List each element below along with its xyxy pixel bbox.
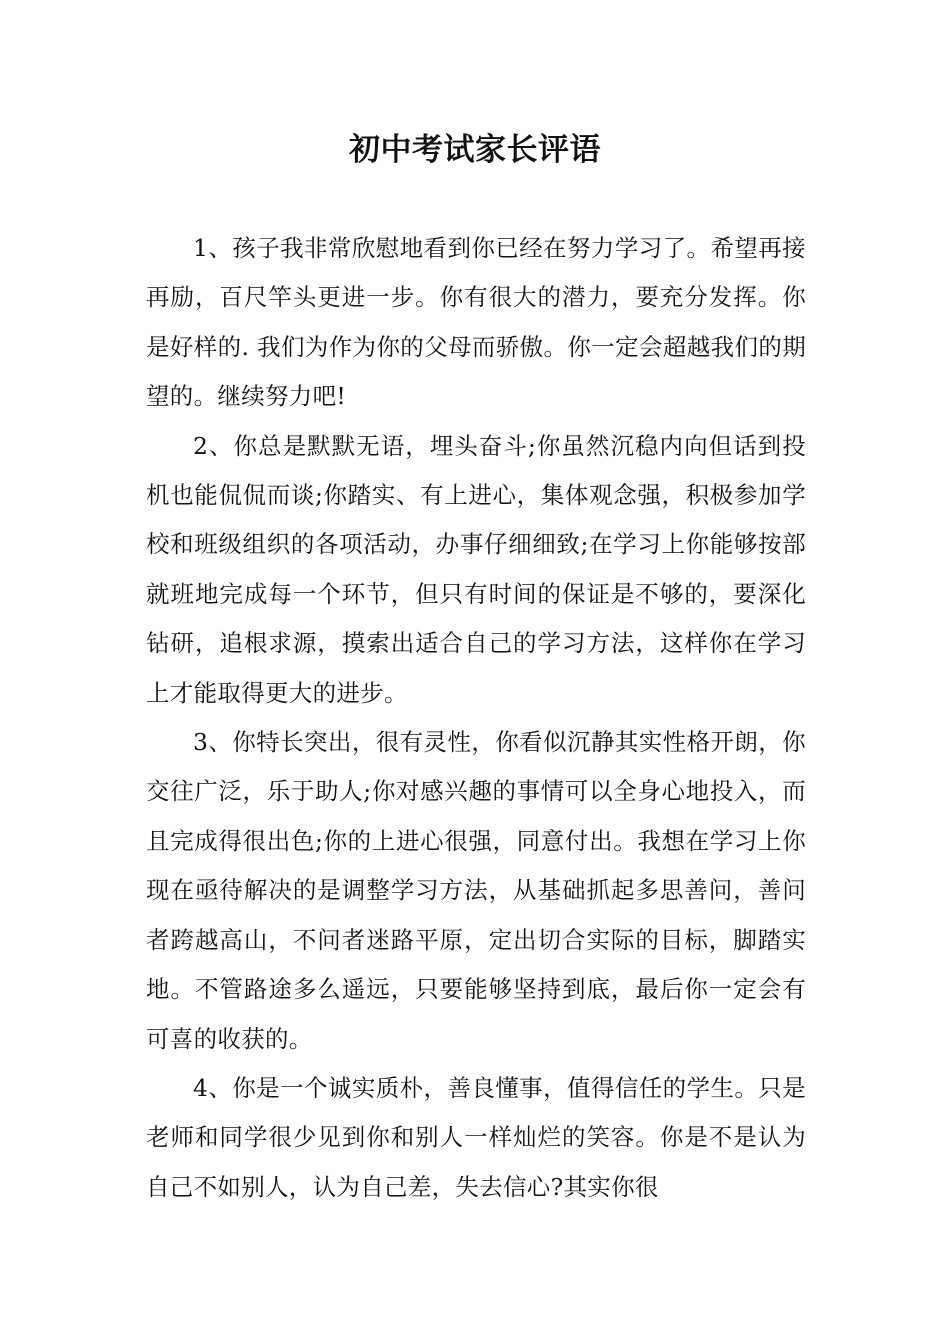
- paragraph-4: 4、你是一个诚实质朴，善良懂事，值得信任的学生。只是老师和同学很少见到你和别人一样灿烂的笑容。你是不是认为自己不如别人，认为自己差，失去信心?其实你很: [146, 1073, 806, 1201]
- paragraph-1: 1、孩子我非常欣慰地看到你已经在努力学习了。希望再接再励，百尺竿头更进一步。你有很大的潜力，要充分发挥。你是好样的. 我们为作为你的父母而骄傲。你一定会超越我们的期望的。继续努力吧!: [146, 234, 806, 411]
- paragraph-3: 3、你特长突出，很有灵性，你看似沉静其实性格开朗，你交往广泛，乐于助人;你对感兴趣的事情可以全身心地投入，而且完成得很出色;你的上进心很强，同意付出。我想在学习上你现在亟待解决的是调整学习方法，从基础抓起多思善问，善问者跨越高山，不问者迷路平原，定出切合实际的目标，脚踏实地。不管路途多么遥远，只要能够坚持到底，最后你一定会有可喜的收获的。: [146, 728, 806, 1053]
- paragraph-2: 2、你总是默默无语，埋头奋斗;你虽然沉稳内向但话到投机也能侃侃而谈;你踏实、有上进心，集体观念强，积极参加学校和班级组织的各项活动，办事仔细细致;在学习上你能够按部就班地完成每一个环节，但只有时间的保证是不够的，要深化钻研，追根求源，摸索出适合自己的学习方法，这样你在学习上才能取得更大的进步。: [146, 431, 806, 707]
- document-body: [146, 224, 806, 1212]
- document-title: 初中考试家长评语: [349, 132, 601, 168]
